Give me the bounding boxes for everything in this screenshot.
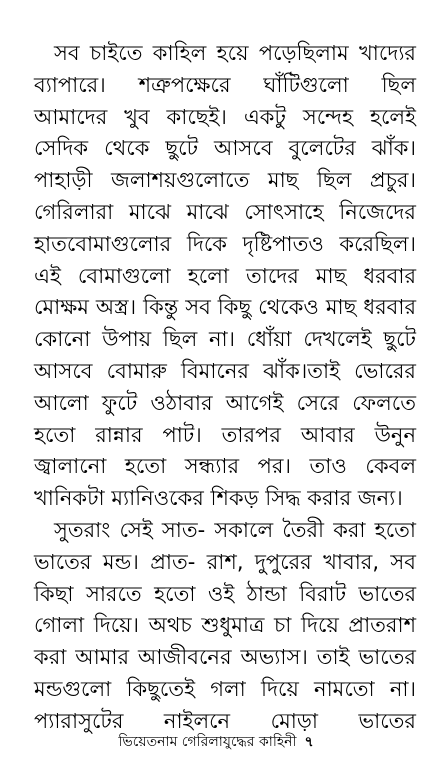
- page-footer: [0, 733, 432, 751]
- paragraph-2: সুতরাং সেই সাত- সকালে তৈরী করা হতো ভাতের মন্ড। প্রাত- রাশ, দুপুরের খাবার, সব কিছা সারতে হতো ওই ঠান্ডা বিরাট ভাতের গোলা দিয়ে। অথচ শুধুমাত্র চা দিয়ে প্রাতরাশ করা আমার আজীবনের অভ্যাস। তাই ভাতের মন্ডগুলো কিছুতেই গলা দিয়ে নামতো না। প্যারাসুটের নাইলনে মোড়া ভাতের: [34, 517, 416, 733]
- body-text: [34, 38, 416, 738]
- paragraph-1: সব চাইতে কাহিল হয়ে পড়েছিলাম খাদ্যের ব্যাপারে। শত্রুপক্ষেরে ঘাঁটিগুলো ছিল আমাদের খুব কাছেই। একটু সন্দেহ হলেই সেদিক থেকে ছুটে আসবে বুলেটের ঝাঁক। পাহাড়ী জলাশয়গুলোতে মাছ ছিল প্রচুর। গেরিলারা মাঝে মাঝে সোৎসাহে নিজেদের হাতবোমাগুলোর দিকে দৃষ্টিপাতও করেছিল। এই বোমাগুলো হলো তাদের মাছ ধরবার মোক্ষম অস্ত্র। কিন্তু সব কিছু থেকেও মাছ ধরবার কোনো উপায় ছিল না। ধোঁয়া দেখলেই ছুটে আসবে বোমারু বিমানের ঝাঁক।তাই ভোরের আলো ফুটে ওঠাবার আগেই সেরে ফেলতে হতো রান্নার পাট। তারপর আবার উনুন জ্বালানো হতো সন্ধ্যার পর। তাও কেবল খানিকটা ম্যানিওকের শিকড় সিদ্ধ করার জন্য।: [34, 41, 416, 511]
- page-number: ৭: [304, 734, 314, 750]
- running-title: ভিয়েতনাম গেরিলাযুদ্ধের কাহিনী: [118, 734, 297, 750]
